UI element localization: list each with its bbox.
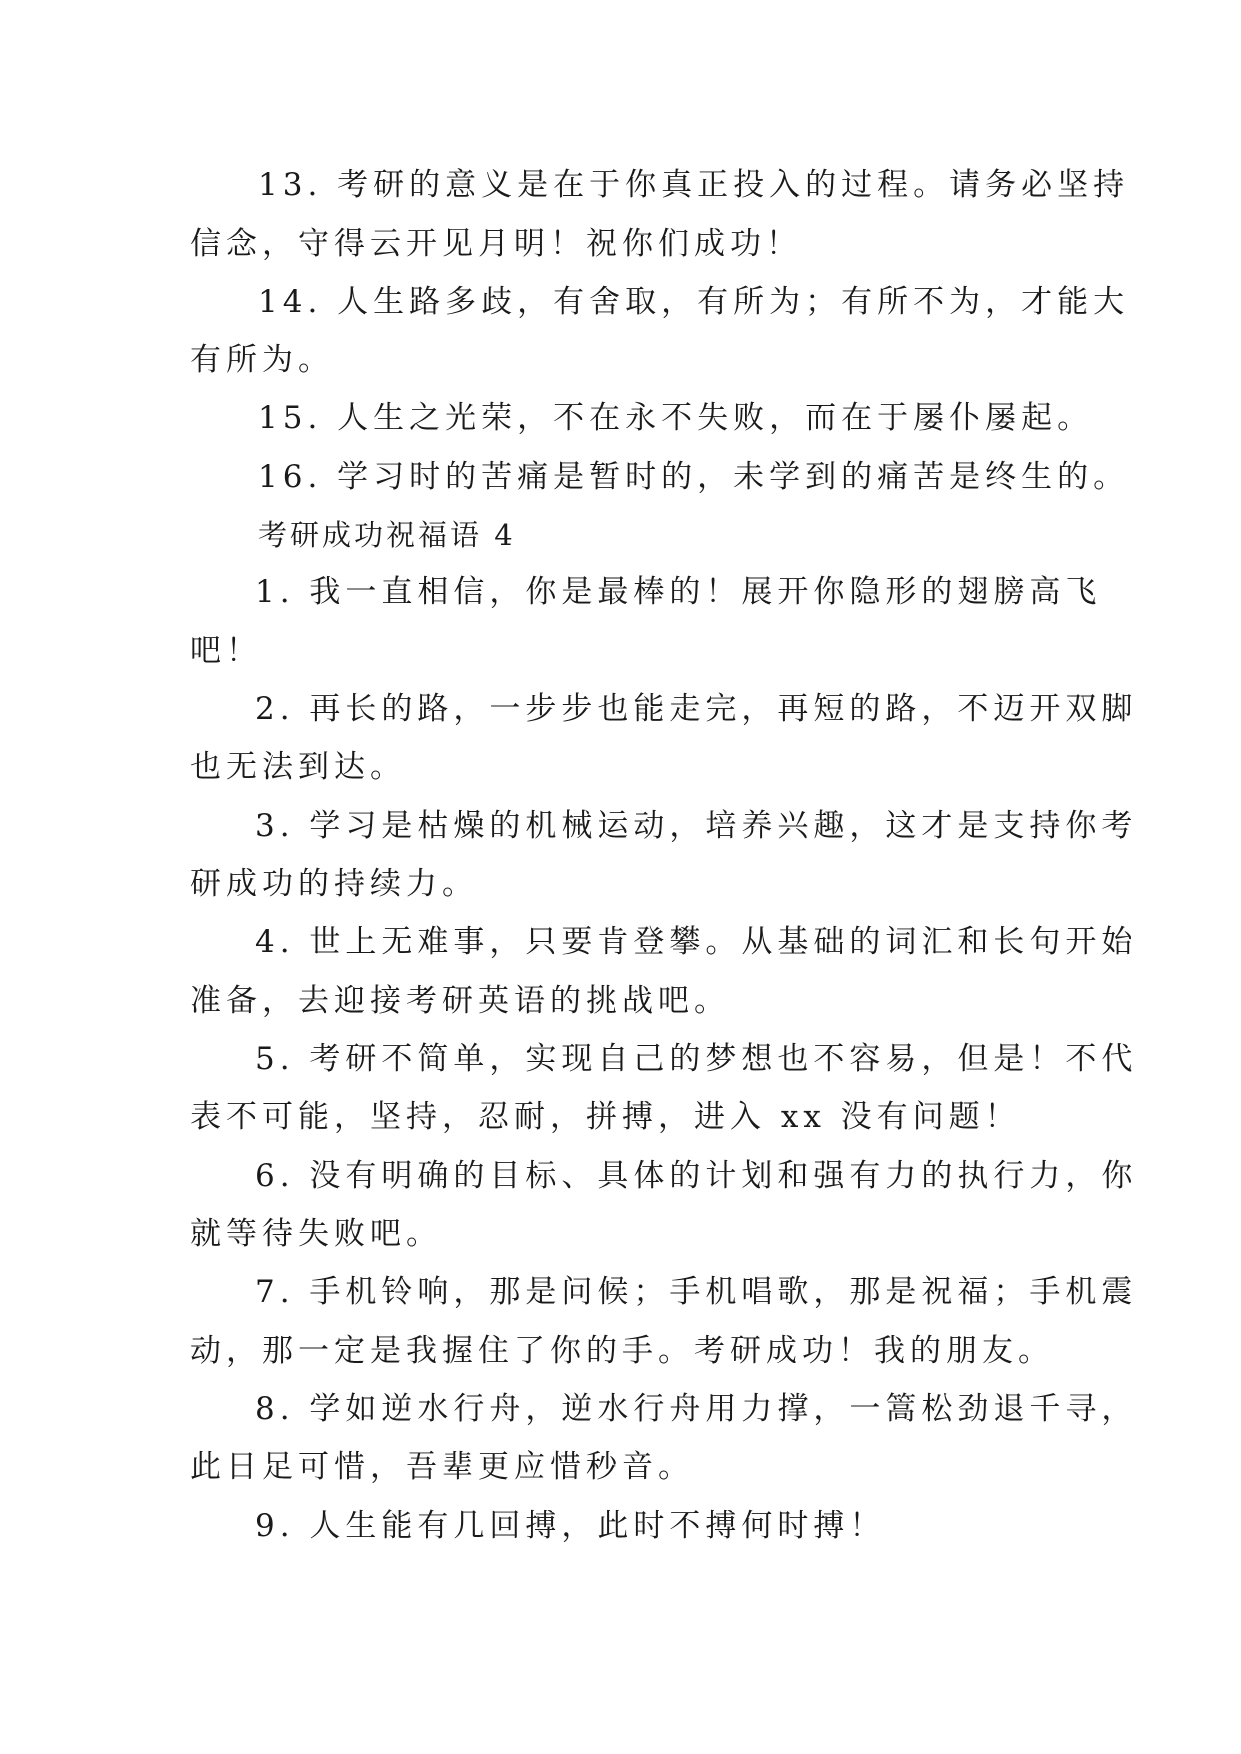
item-6-line-1: 6. 没有明确的目标、具体的计划和强有力的执行力，你 [255, 1158, 1138, 1194]
item-5-line-1: 5. 考研不简单，实现自己的梦想也不容易，但是！不代 [255, 1041, 1138, 1077]
item-6-line-2: 就等待失败吧。 [190, 1216, 442, 1252]
section-heading: 考研成功祝福语 4 [258, 518, 516, 552]
item-3-line-2: 研成功的持续力。 [190, 866, 478, 902]
item-9: 9. 人生能有几回搏，此时不搏何时搏！ [255, 1508, 886, 1544]
item-5-line-2: 表不可能，坚持，忍耐，拼搏，进入 xx 没有问题！ [190, 1099, 1021, 1135]
item-3-line-1: 3. 学习是枯燥的机械运动，培养兴趣，这才是支持你考 [255, 808, 1138, 844]
paragraph-14-line-2: 有所为。 [190, 342, 334, 378]
paragraph-16: 16. 学习时的苦痛是暂时的，未学到的痛苦是终生的。 [258, 459, 1130, 495]
item-7-line-2: 动，那一定是我握住了你的手。考研成功！我的朋友。 [190, 1333, 1054, 1369]
item-1-line-1: 1. 我一直相信，你是最棒的！展开你隐形的翅膀高飞 [255, 574, 1102, 610]
paragraph-13-line-1: 13. 考研的意义是在于你真正投入的过程。请务必坚持 [258, 167, 1130, 203]
item-2-line-2: 也无法到达。 [190, 749, 406, 785]
item-1-line-2: 吧！ [190, 633, 262, 669]
item-4-line-1: 4. 世上无难事，只要肯登攀。从基础的词汇和长句开始 [255, 924, 1138, 960]
item-8-line-2: 此日足可惜，吾辈更应惜秒音。 [190, 1449, 694, 1485]
item-8-line-1: 8. 学如逆水行舟，逆水行舟用力撑，一篙松劲退千寻， [255, 1391, 1138, 1427]
item-7-line-1: 7. 手机铃响，那是问候；手机唱歌，那是祝福；手机震 [255, 1274, 1138, 1310]
paragraph-15: 15. 人生之光荣，不在永不失败，而在于屡仆屡起。 [258, 400, 1094, 436]
item-2-line-1: 2. 再长的路，一步步也能走完，再短的路，不迈开双脚 [255, 691, 1138, 727]
item-4-line-2: 准备，去迎接考研英语的挑战吧。 [190, 983, 730, 1019]
paragraph-13-line-2: 信念，守得云开见月明！祝你们成功！ [190, 226, 802, 262]
paragraph-14-line-1: 14. 人生路多歧，有舍取，有所为；有所不为，才能大 [258, 284, 1130, 320]
